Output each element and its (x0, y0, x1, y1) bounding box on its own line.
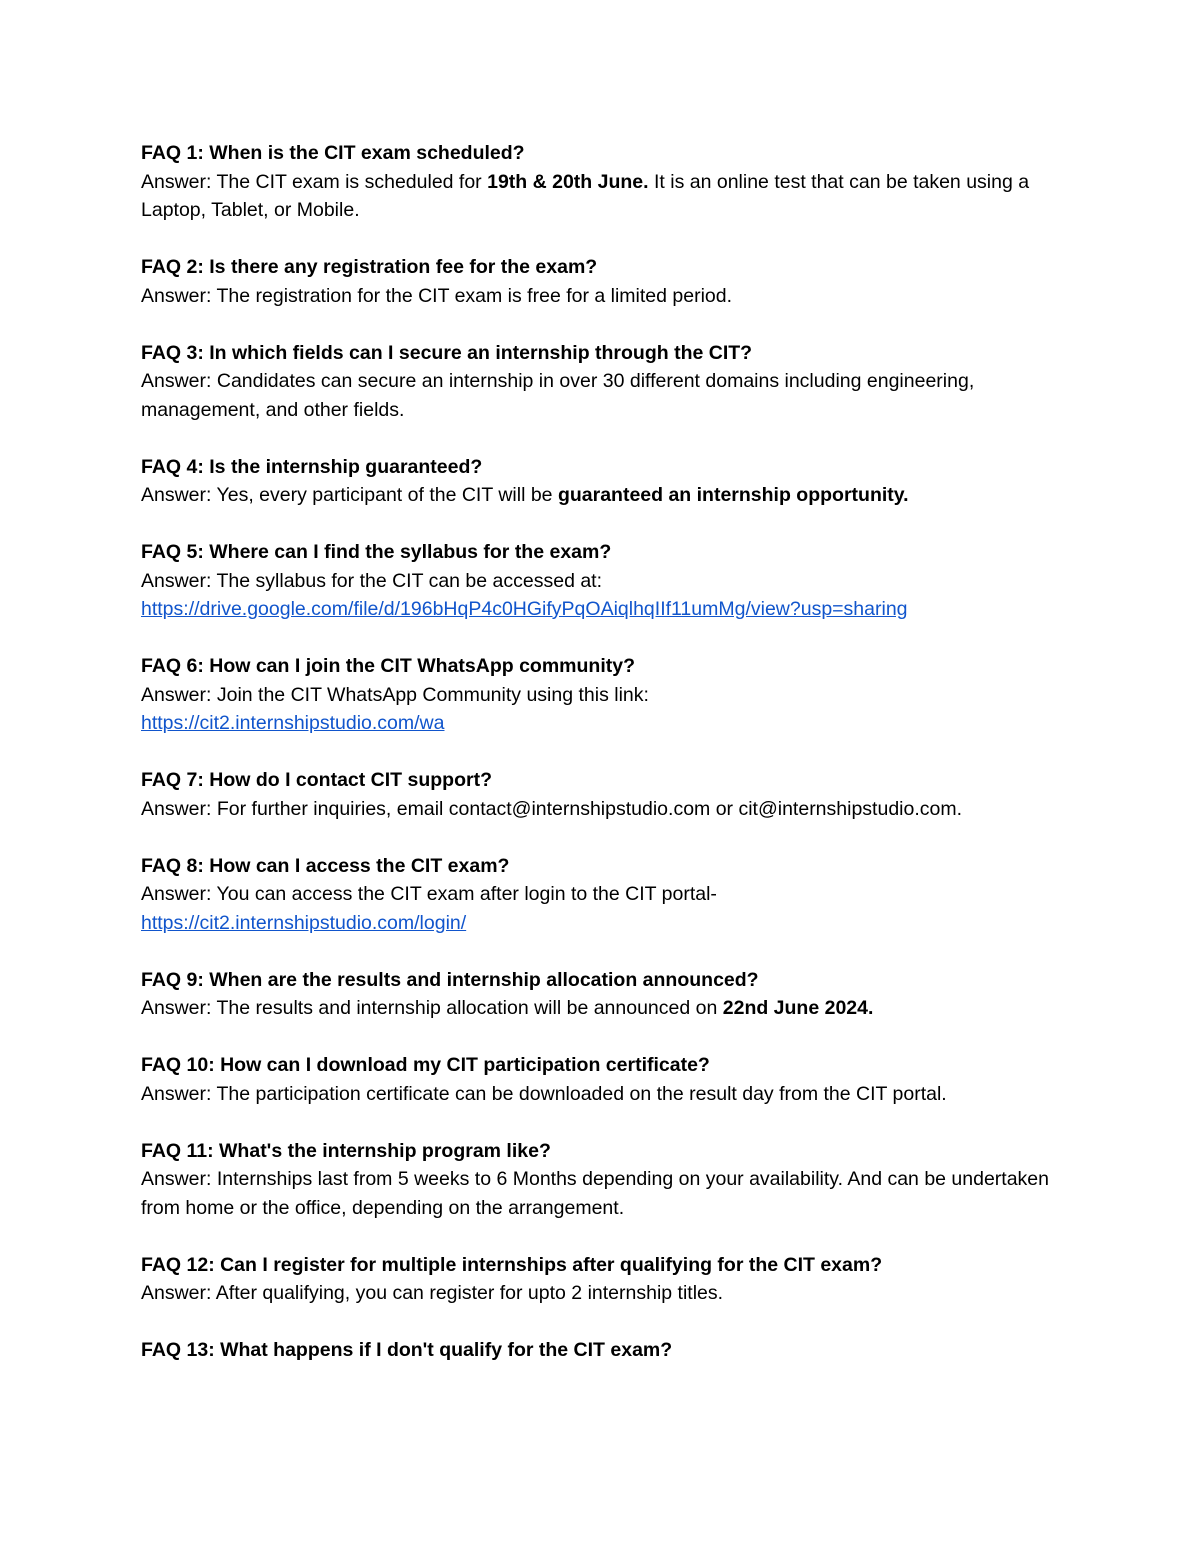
faq-question: FAQ 6: How can I join the CIT WhatsApp community? (141, 655, 636, 677)
faq-question: FAQ 5: Where can I find the syllabus for the exam? (141, 541, 612, 563)
faq-question: FAQ 9: When are the results and internship allocation announced? (141, 968, 759, 991)
document-page (141, 139, 1061, 1365)
portal-login-link[interactable]: https://cit2.internshipstudio.com/login/ (141, 911, 467, 934)
faq-item-13 (141, 1336, 1061, 1365)
faq-question: FAQ 8: How can I access the CIT exam? (141, 854, 510, 877)
faq-answer: Answer: Join the CIT WhatsApp Community using this link: (141, 683, 649, 706)
faq-item-2 (141, 253, 1061, 310)
faq-item-12 (141, 1251, 1061, 1308)
answer-text: Answer: Yes, every participant of the CIT will be (141, 484, 558, 506)
faq-question: FAQ 7: How do I contact CIT support? (141, 769, 492, 791)
faq-item-10 (141, 1051, 1061, 1108)
faq-item-8 (141, 852, 1061, 938)
faq-item-7 (141, 766, 1061, 823)
answer-text: It is an online test that can be taken using a Laptop, Tablet, or Mobile. (141, 170, 1030, 221)
faq-item-1 (141, 139, 1061, 225)
faq-answer (141, 481, 1061, 510)
faq-item-4 (141, 453, 1061, 510)
faq-answer (141, 994, 1061, 1023)
faq-answer: Answer: You can access the CIT exam after login to the CIT portal- (141, 883, 717, 905)
faq-answer (141, 168, 1061, 225)
answer-text: Answer: The results and internship allocation will be announced on (141, 997, 723, 1019)
faq-item-5 (141, 538, 1061, 624)
faq-question: FAQ 3: In which fields can I secure an internship through the CIT? (141, 341, 753, 364)
faq-answer: Answer: The participation certificate can be downloaded on the result day from the CIT portal. (141, 1082, 947, 1105)
faq-item-11 (141, 1137, 1061, 1223)
faq-item-6 (141, 652, 1061, 738)
syllabus-link[interactable]: https://drive.google.com/file/d/196bHqP4c0HGifyPqOAiqlhqIIf11umMg/view?usp=sharing (141, 598, 908, 620)
faq-answer: Answer: Candidates can secure an internship in over 30 different domains including engineering, management, and other fields. (141, 370, 975, 421)
faq-question: FAQ 13: What happens if I don't qualify for the CIT exam? (141, 1339, 673, 1361)
answer-text: Answer: The CIT exam is scheduled for (141, 170, 488, 193)
whatsapp-community-link[interactable]: https://cit2.internshipstudio.com/wa (141, 712, 445, 734)
faq-answer: Answer: After qualifying, you can register for upto 2 internship titles. (141, 1282, 724, 1304)
faq-answer: Answer: Internships last from 5 weeks to 6 Months depending on your availability. And can be undertaken from home or the office, depending on the arrangement. (141, 1168, 1049, 1219)
faq-question: FAQ 1: When is the CIT exam scheduled? (141, 142, 525, 164)
faq-question: FAQ 4: Is the internship guaranteed? (141, 455, 483, 478)
faq-answer: Answer: For further inquiries, email contact@internshipstudio.com or cit@internshipstudio.com. (141, 797, 963, 820)
faq-question: FAQ 2: Is there any registration fee for the exam? (141, 256, 598, 278)
answer-emphasis: 19th & 20th June. (487, 170, 649, 193)
faq-answer: Answer: The syllabus for the CIT can be accessed at: (141, 569, 603, 592)
faq-item-3 (141, 339, 1061, 425)
faq-question: FAQ 11: What's the internship program like? (141, 1139, 551, 1162)
answer-emphasis: guaranteed an internship opportunity. (557, 484, 909, 506)
faq-item-9 (141, 966, 1061, 1023)
answer-emphasis: 22nd June 2024. (722, 997, 874, 1019)
faq-question: FAQ 10: How can I download my CIT participation certificate? (141, 1054, 710, 1076)
faq-question: FAQ 12: Can I register for multiple internships after qualifying for the CIT exam? (141, 1253, 883, 1276)
faq-answer: Answer: The registration for the CIT exam is free for a limited period. (141, 284, 733, 307)
